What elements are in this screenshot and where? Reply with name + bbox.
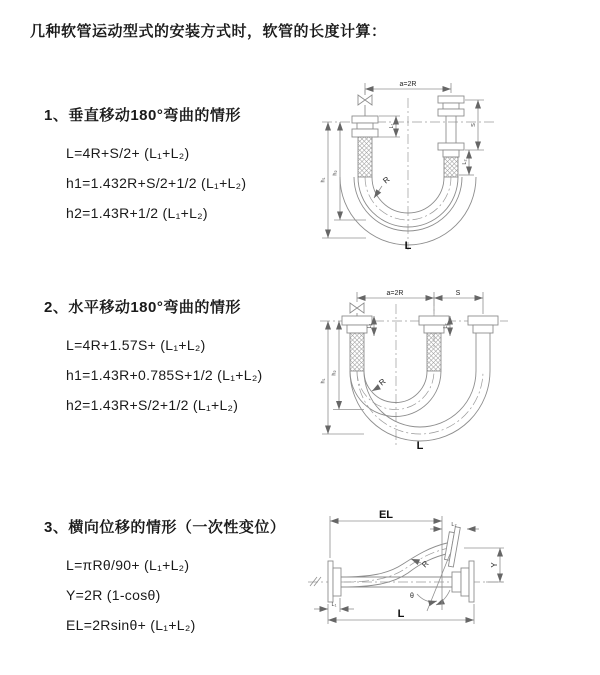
dim-label-l1: L₁	[331, 602, 337, 608]
dim-label-h1: h₁	[320, 378, 327, 384]
tilted-flange	[443, 526, 460, 567]
dim-label-r: R	[420, 559, 431, 570]
formula-h2: h2=1.43R+S/2+1/2 (L₁+L₂)	[66, 397, 239, 413]
page-title: 几种软管运动型式的安装方式时，软管的长度计算：	[30, 23, 387, 40]
formula-length: L=4R+S/2+ (L₁+L₂)	[66, 145, 190, 161]
dim-label-h1: h₁	[320, 177, 327, 183]
dim-label-s: S	[471, 123, 477, 127]
dim-label-el: EL	[378, 509, 394, 521]
diagram-lateral-shift	[300, 508, 595, 643]
dimension-s	[465, 100, 484, 150]
angle-construction	[410, 554, 450, 611]
formula-h1: h1=1.43R+0.785S+1/2 (L₁+L₂)	[66, 367, 263, 383]
section-1-heading: 1、垂直移动180°弯曲的情形	[44, 107, 241, 124]
dim-label-s: S	[455, 290, 461, 297]
formula-length: L=4R+1.57S+ (L₁+L₂)	[66, 337, 206, 353]
dimension-s	[434, 290, 483, 298]
valve-icon	[358, 90, 372, 116]
dim-label-h2: h₂	[332, 170, 339, 176]
dim-label-a2r: a=2R	[386, 290, 404, 297]
radius-callout	[372, 377, 388, 391]
braided-hose-section	[350, 333, 364, 371]
right-connector	[468, 316, 498, 371]
dim-label-r: R	[381, 174, 392, 186]
braided-hose-section	[444, 157, 458, 177]
dim-label-l2: L₂	[443, 323, 449, 329]
angle-label-theta: θ	[410, 593, 414, 600]
section-3-heading: 3、横向位移的情形（一次性变位）	[44, 519, 286, 536]
dimension-el	[330, 509, 442, 610]
formula-h1: h1=1.432R+S/2+1/2 (L₁+L₂)	[66, 175, 247, 191]
section-lateral-shift	[44, 516, 344, 640]
section-2-heading: 2、水平移动180°弯曲的情形	[44, 299, 241, 316]
left-pipe-assembly	[352, 116, 378, 177]
dimension-l2	[430, 522, 479, 529]
right-pipe-assembly	[438, 96, 464, 177]
braided-hose-section	[358, 137, 372, 177]
dimension-l2	[459, 150, 474, 175]
diagram-vertical-180-bend	[308, 76, 588, 256]
u-bend-arcs	[350, 371, 490, 441]
braided-hose-section	[427, 333, 441, 371]
formula-el: EL=2Rsinθ+ (L₁+L₂)	[66, 617, 196, 633]
section-horizontal-180	[44, 296, 344, 420]
displaced-hose	[341, 543, 450, 587]
dim-label-l1: L₁	[367, 323, 373, 329]
dimension-length	[328, 604, 474, 624]
dimension-a2r	[365, 81, 451, 93]
formula-length: L=πRθ/90+ (L₁+L₂)	[66, 557, 190, 573]
dimension-l1	[314, 598, 354, 612]
dim-label-h2: h₂	[331, 370, 338, 376]
right-flange	[469, 561, 474, 602]
dim-label-length: L	[404, 240, 412, 252]
dim-label-a2r: a=2R	[399, 81, 417, 88]
dim-label-length: L	[397, 608, 405, 620]
diagram-horizontal-180-bend	[312, 286, 592, 456]
dimension-a2r	[357, 290, 483, 314]
dim-label-y: Y	[490, 562, 499, 568]
dim-label-l2: L₂	[451, 522, 457, 528]
section-vertical-180	[44, 104, 344, 228]
dim-label-l1: L₁	[389, 123, 395, 129]
formula-y: Y=2R (1-cosθ)	[66, 587, 161, 603]
left-flange	[328, 561, 333, 602]
dim-label-length: L	[416, 440, 424, 452]
dim-label-r: R	[377, 376, 388, 388]
radius-callout	[374, 175, 392, 198]
centerline-break-mark	[310, 577, 321, 586]
formula-h2: h2=1.43R+1/2 (L₁+L₂)	[66, 205, 208, 221]
valve-icon	[350, 303, 364, 316]
dim-label-l2: L₂	[462, 159, 468, 165]
